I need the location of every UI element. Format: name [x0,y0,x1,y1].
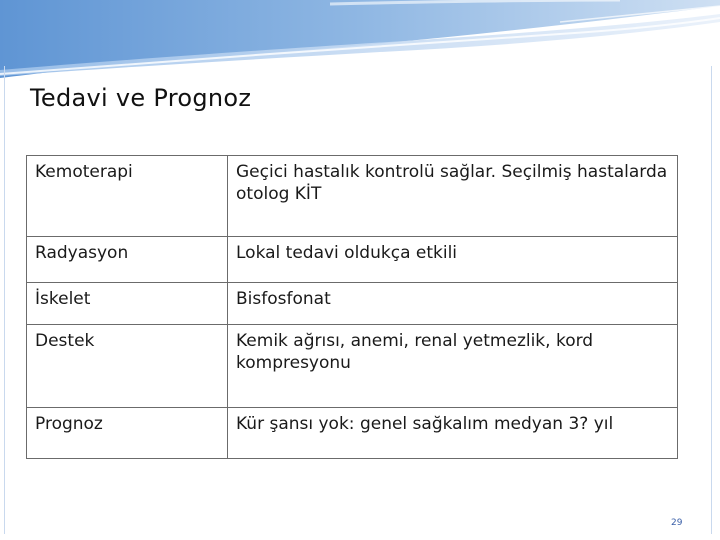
table-row [27,237,678,283]
slide-title: Tedavi ve Prognoz [30,84,252,112]
table-row [27,325,678,408]
row-label: Destek [27,325,228,408]
row-description: Bisfosfonat [228,283,678,325]
row-label: Kemoterapi [27,156,228,237]
treatment-table [26,155,678,459]
row-description: Geçici hastalık kontrolü sağlar. Seçilmiş hastalarda otolog KİT [228,156,678,237]
row-label: Radyasyon [27,237,228,283]
row-description: Kemik ağrısı, anemi, renal yetmezlik, kord kompresyonu [228,325,678,408]
table-row [27,408,678,459]
row-label: Prognoz [27,408,228,459]
row-label: İskelet [27,283,228,325]
row-description: Lokal tedavi oldukça etkili [228,237,678,283]
table-row [27,283,678,325]
page-number: 29 [671,518,683,528]
table-row [27,156,678,237]
row-description: Kür şansı yok: genel sağkalım medyan 3? yıl [228,408,678,459]
